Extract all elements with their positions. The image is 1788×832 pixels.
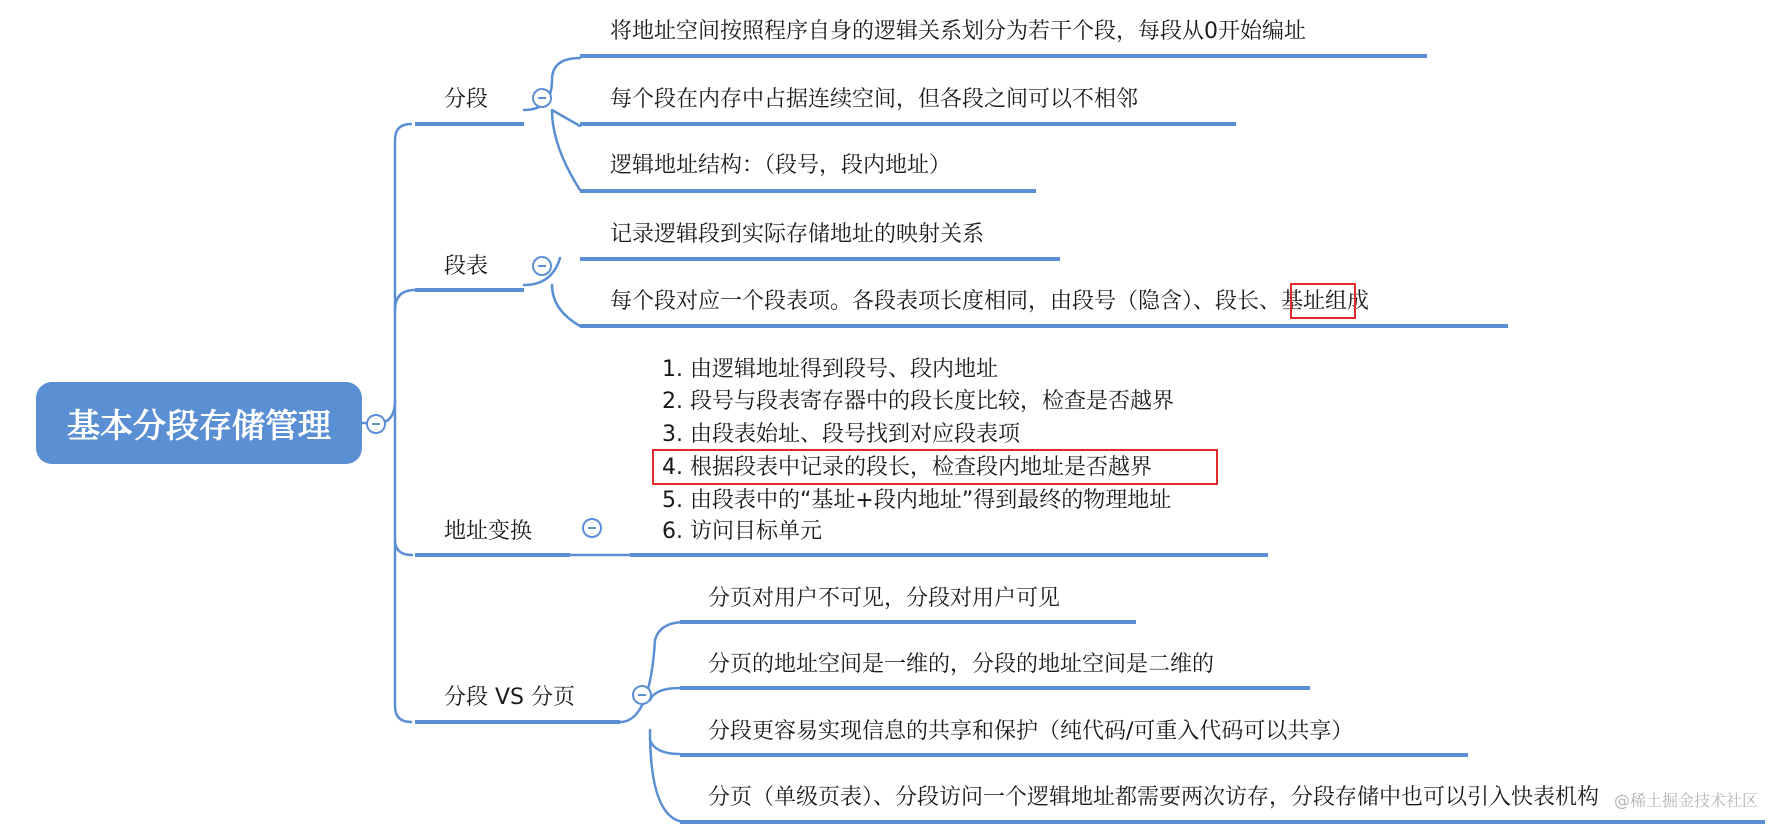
duanbiao-item-2[interactable]: 每个段对应一个段表项。各段表项长度相同，由段号（隐含）、段长、基址组成 xyxy=(610,289,1370,314)
dizhi-step-4[interactable]: 4. 根据段表中记录的段长，检查段内地址是否越界 xyxy=(662,455,1152,480)
connector-vs-items xyxy=(620,622,685,822)
fenduan-item-2[interactable]: 每个段在内存中占据连续空间，但各段之间可以不相邻 xyxy=(610,87,1139,112)
root-node[interactable]: 基本分段存储管理 xyxy=(36,382,362,464)
watermark: @稀土掘金技术社区 xyxy=(1614,791,1759,810)
vs-item-3[interactable]: 分段更容易实现信息的共享和保护（纯代码/可重入代码可以共享） xyxy=(708,719,1354,744)
collapse-duanbiao-icon[interactable] xyxy=(532,256,552,276)
fenduan-item-3[interactable]: 逻辑地址结构：（段号，段内地址） xyxy=(610,153,952,178)
dizhi-step-2[interactable]: 2. 段号与段表寄存器中的段长度比较，检查是否越界 xyxy=(662,389,1174,414)
highlight-duanchang xyxy=(1290,283,1356,319)
connector-branch-dizhi xyxy=(395,540,412,555)
collapse-vs-icon[interactable] xyxy=(632,685,652,705)
collapse-fenduan-icon[interactable] xyxy=(532,88,552,108)
branch-vs-label[interactable]: 分段 VS 分页 xyxy=(444,685,576,710)
branch-fenduan-label[interactable]: 分段 xyxy=(444,87,489,112)
collapse-root-icon[interactable] xyxy=(366,414,386,434)
connector-trunk xyxy=(395,124,411,722)
branch-dizhi-label[interactable]: 地址变换 xyxy=(444,519,533,544)
connector-branch-duanbiao xyxy=(395,290,415,310)
branch-duanbiao-label[interactable]: 段表 xyxy=(444,254,489,279)
dizhi-step-1[interactable]: 1. 由逻辑地址得到段号、段内地址 xyxy=(662,357,998,382)
dizhi-step-6[interactable]: 6. 访问目标单元 xyxy=(662,519,822,544)
highlight-step-4 xyxy=(652,449,1218,485)
vs-item-4[interactable]: 分页（单级页表）、分段访问一个逻辑地址都需要两次访存，分段存储中也可以引入快表机构 xyxy=(708,785,1600,810)
vs-item-2[interactable]: 分页的地址空间是一维的，分段的地址空间是二维的 xyxy=(708,652,1215,677)
duanbiao-item-1[interactable]: 记录逻辑段到实际存储地址的映射关系 xyxy=(610,222,985,247)
vs-item-1[interactable]: 分页对用户不可见，分段对用户可见 xyxy=(708,586,1061,611)
collapse-dizhi-icon[interactable] xyxy=(582,518,602,538)
dizhi-step-5[interactable]: 5. 由段表中的“基址+段内地址”得到最终的物理地址 xyxy=(662,488,1172,513)
fenduan-item-1[interactable]: 将地址空间按照程序自身的逻辑关系划分为若干个段，每段从0开始编址 xyxy=(610,19,1306,44)
dizhi-step-3[interactable]: 3. 由段表始址、段号找到对应段表项 xyxy=(662,422,1020,447)
connector-fenduan-items xyxy=(524,58,580,190)
